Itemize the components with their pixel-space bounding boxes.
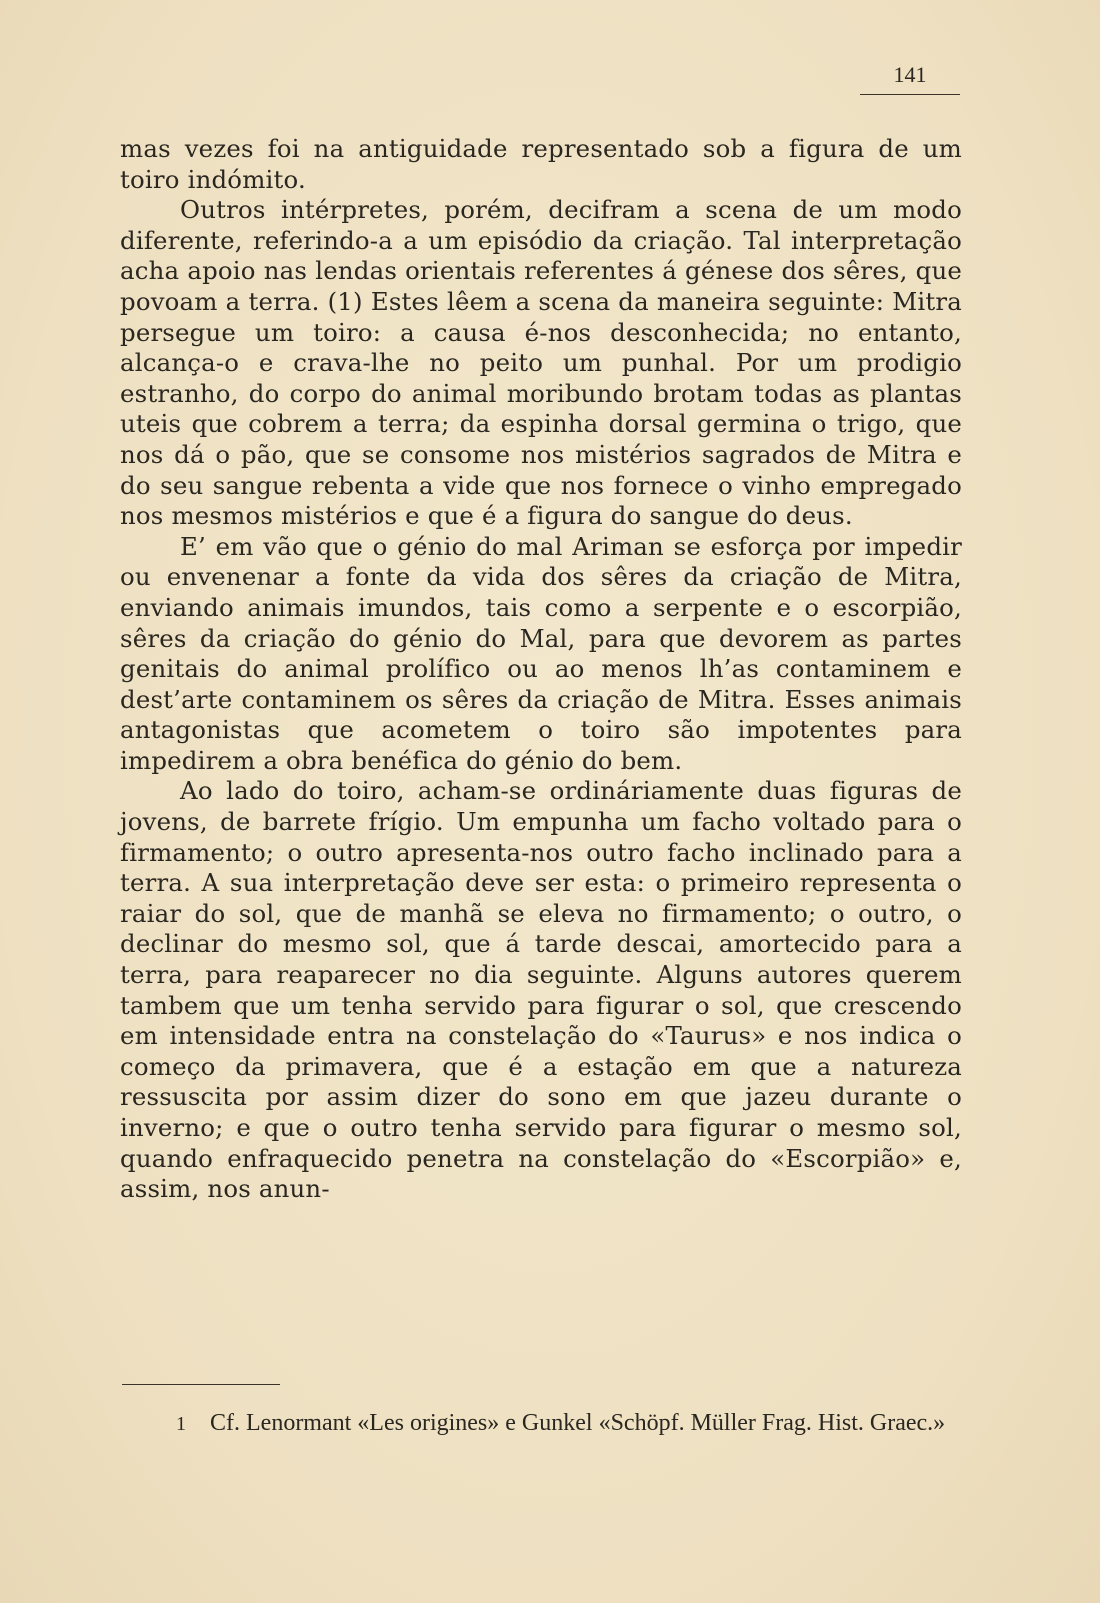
footnote-divider xyxy=(122,1384,280,1385)
paragraph-4: Ao lado do toiro, acham-se ordináriamente duas figuras de jovens, de barrete frígio. Um empunha um facho voltado para o firmamento; o outro apresenta-nos outro facho inclinado para a terra. A sua interpretação deve ser esta: o primeiro representa o raiar do sol, que de manhã se eleva no firmamento; o outro, o declinar do mesmo sol, que á tarde descai, amortecido para a terra, para reaparecer no dia seguinte. Alguns autores querem tambem que um tenha servido para figurar o sol, que crescendo em intensidade entra na constelação do «Taurus» e nos indica o começo da primavera, que é a estação em que a natureza ressuscita por assim dizer do sono em que jazeu durante o inverno; e que o outro tenha servido para figurar o mesmo sol, quando enfraquecido penetra na constelação do «Escorpião» e, assim, nos anun- xyxy=(120,776,962,1204)
footnote-reference[interactable]: (1) xyxy=(327,286,363,316)
page-header xyxy=(860,62,960,95)
paragraph-3: E’ em vão que o génio do mal Ariman se esforça por impedir ou envenenar a fonte da vida dos sêres da criação de Mitra, enviando animais imundos, tais como a serpente e o escorpião, sêres da criação do génio do Mal, para que devorem as partes genitais do animal prolífico ou ao menos lh’as contaminem e dest’arte contaminem os sêres da criação de Mitra. Esses animais antagonistas que acometem o toiro são impotentes para impedirem a obra benéfica do génio do bem. xyxy=(120,531,962,775)
paragraph-2 xyxy=(120,195,962,532)
footnote-text: Cf. Lenormant «Les origines» e Gunkel «Schöpf. Müller Frag. Hist. Graec.» xyxy=(210,1410,946,1436)
footnote: 1 Cf. Lenormant «Les origines» e Gunkel «Schöpf. Müller Frag. Hist. Graec.» xyxy=(176,1410,946,1436)
page-number: 141 xyxy=(893,62,927,87)
paragraph-1: mas vezes foi na antiguidade representado sob a figura de um toiro indómito. xyxy=(120,134,962,194)
body-text xyxy=(120,134,962,1205)
paragraph-2-text: Outros intérpretes, porém, decifram a scena de um modo diferente, referindo-a a um episódio da criação. Tal interpretação acha apoio nas lendas orientais referentes á génese dos sêres, que povoam a terra. xyxy=(120,195,962,316)
header-rule xyxy=(860,94,960,95)
paragraph-2-continuation: Estes lêem a scena da maneira seguinte: Mitra persegue um toiro: a causa é-nos desconhecida; no entanto, alcança-o e crava-lhe no peito um punhal. Por um prodigio estranho, do corpo do animal moribundo brotam todas as plantas uteis que cobrem a terra; da espinha dorsal germina o trigo, que nos dá o pão, que se consome nos mistérios sagrados de Mitra e do seu sangue rebenta a vide que nos fornece o vinho empregado nos mesmos mistérios e que é a figura do sangue do deus. xyxy=(120,286,963,531)
